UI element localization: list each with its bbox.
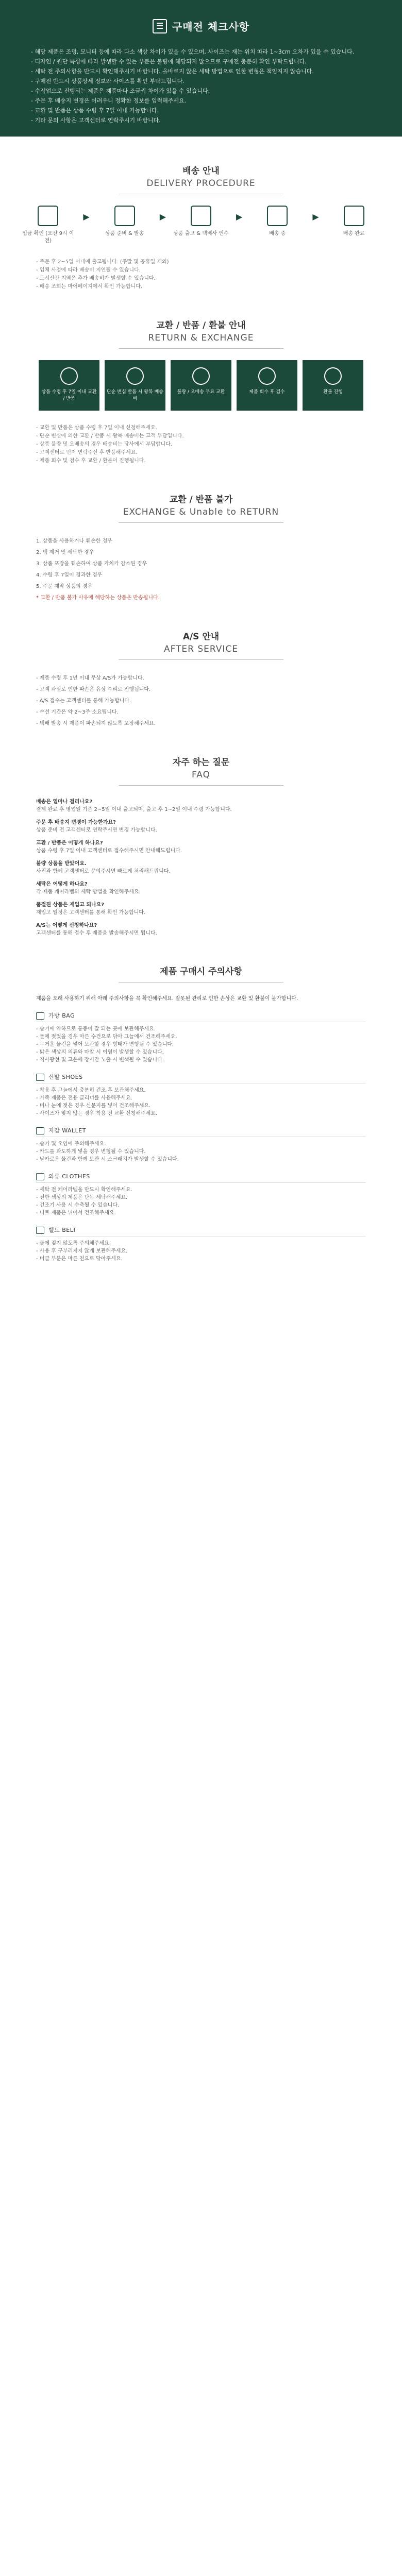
no-return-line: 1. 상품을 사용하거나 훼손한 경우 <box>36 538 112 544</box>
as-title-en: AFTER SERVICE <box>163 644 239 654</box>
returns-title-en: RETURN & EXCHANGE <box>148 333 254 343</box>
return-boxes <box>0 360 402 411</box>
faq-question: 품절된 상품은 재입고 되나요? <box>36 902 105 908</box>
care-line: - 직사광선 및 고온에 장시간 노출 시 변색될 수 있습니다. <box>36 1057 164 1063</box>
as-line: - 수선 기간은 약 2~3주 소요됩니다. <box>36 709 119 715</box>
delivery-icon <box>267 206 288 226</box>
returns-note: - 교환 및 반품은 상품 수령 후 7일 이내 신청해주세요. <box>36 425 157 431</box>
care-title-text: 제품 구매시 주의사항 <box>160 967 242 977</box>
faq-title <box>0 755 402 786</box>
no-return-line: 3. 상품 포장을 훼손하여 상품 가치가 감소된 경우 <box>36 561 147 567</box>
as-title-ko: A/S 안내 <box>182 632 220 642</box>
book-icon <box>153 19 167 33</box>
faq-question: 세탁은 어떻게 하나요? <box>36 882 88 887</box>
divider <box>119 785 283 786</box>
returns-title-ko: 교환 / 반품 / 환불 안내 <box>156 320 246 331</box>
care-block-header <box>36 1127 366 1137</box>
header-note: - 주문 후 배송지 변경은 어려우니 정확한 정보를 입력해주세요. <box>31 97 187 104</box>
returns-title <box>0 318 402 349</box>
delivery-notes <box>36 258 366 291</box>
delivery-title-ko: 배송 안내 <box>182 166 220 176</box>
arrow-right-icon: ▶ <box>159 212 166 222</box>
truck-icon <box>191 206 211 226</box>
care-block-header <box>36 1173 366 1183</box>
care-block-header <box>36 1012 366 1022</box>
no-return-warning: * 교환 / 반품 불가 사유에 해당하는 상품은 반송됩니다. <box>36 595 160 601</box>
returns-note: - 고객센터로 먼저 연락주신 후 반품해주세요. <box>36 450 138 455</box>
belt-icon <box>36 1227 44 1234</box>
as-line: - 택배 발송 시 제품이 파손되지 않도록 포장해주세요. <box>36 721 156 726</box>
care-line: - 사이즈가 맞지 않는 경우 착용 전 교환 신청해주세요. <box>36 1111 158 1116</box>
care-line: - 밝은 색상의 의류와 마찰 시 이염이 발생할 수 있습니다. <box>36 1049 164 1055</box>
care-line: - 사용 후 구부러지지 않게 보관해주세요. <box>36 1248 128 1254</box>
inspect-icon <box>258 367 276 385</box>
care-line: - 가죽 제품은 전용 클리너를 사용해주세요. <box>36 1095 132 1101</box>
care-block-title: 가방 BAG <box>48 1012 75 1019</box>
care-block-belt <box>36 1226 366 1263</box>
return-box: 상품 수령 후 7일 이내 교환 / 반품 <box>39 360 99 411</box>
return-box: 불량 / 오배송 무료 교환 <box>171 360 231 411</box>
faq-question: 교환 / 반품은 어떻게 하나요? <box>36 840 103 846</box>
no-return-line: 2. 택 제거 및 세탁한 경우 <box>36 550 94 555</box>
as-title <box>0 629 402 660</box>
faq-answer: 결제 완료 후 영업일 기준 2~5일 이내 출고되며, 출고 후 1~2일 이내 수령 가능합니다. <box>36 807 232 812</box>
no-return-title-ko: 교환 / 반품 불가 <box>169 495 233 505</box>
delivery-note: - 배송 조회는 마이페이지에서 확인 가능합니다. <box>36 284 143 290</box>
header-note: - 세탁 전 주의사항을 반드시 확인해주시기 바랍니다. 올바르지 않은 세탁 방법으로 인한 변형은 책임지지 않습니다. <box>31 68 314 75</box>
care-line: - 니트 제품은 뉘어서 건조해주세요. <box>36 1210 116 1216</box>
delivery-title <box>0 163 402 194</box>
delivery-step: 상품 준비 & 발송 <box>97 206 153 245</box>
care-block-header <box>36 1226 366 1236</box>
return-box: 제품 회수 후 검수 <box>237 360 297 411</box>
care-section <box>36 995 366 1263</box>
care-line: - 카드를 과도하게 넣을 경우 변형될 수 있습니다. <box>36 1149 146 1155</box>
faq-title-ko: 자주 하는 질문 <box>172 757 230 768</box>
no-return-title-en: EXCHANGE & Unable to RETURN <box>123 507 279 517</box>
no-return-title <box>0 492 402 523</box>
check-header <box>0 0 402 137</box>
arrow-right-icon: ▶ <box>83 212 90 222</box>
delivery-step: 상품 출고 & 택배사 인수 <box>173 206 229 245</box>
exchange-icon <box>192 367 210 385</box>
care-line: - 물에 젖지 않도록 주의해주세요. <box>36 1241 111 1246</box>
care-line: - 물에 젖었을 경우 마른 수건으로 닦아 그늘에서 건조해주세요. <box>36 1034 177 1040</box>
faq-answer: 재입고 일정은 고객센터를 통해 확인 가능합니다. <box>36 910 146 916</box>
care-line: - 세탁 전 케어라벨을 반드시 확인해주세요. <box>36 1187 132 1193</box>
header-titlebar <box>31 19 371 33</box>
delivery-note: - 도서산간 지역은 추가 배송비가 발생할 수 있습니다. <box>36 276 156 281</box>
parcel-icon <box>126 367 144 385</box>
care-block-shoes <box>36 1073 366 1117</box>
care-line: - 진한 색상의 제품은 단독 세탁해주세요. <box>36 1195 128 1200</box>
faq-question: A/S는 어떻게 신청하나요? <box>36 923 97 928</box>
care-block-title: 신발 SHOES <box>48 1074 83 1080</box>
faq-answer: 사진과 함께 고객센터로 문의주시면 빠르게 처리해드립니다. <box>36 869 171 874</box>
care-line: - 버클 부분은 마른 천으로 닦아주세요. <box>36 1256 123 1262</box>
card-icon <box>60 367 78 385</box>
delivery-step: 배송 완료 <box>326 206 382 245</box>
delivery-title-en: DELIVERY PROCEDURE <box>146 178 256 189</box>
care-block-bag <box>36 1012 366 1064</box>
care-line: - 건조기 사용 시 수축될 수 있습니다. <box>36 1202 120 1208</box>
return-box: 환불 진행 <box>303 360 363 411</box>
care-line: - 날카로운 물건과 함께 보관 시 스크래치가 발생할 수 있습니다. <box>36 1157 179 1162</box>
arrow-right-icon: ▶ <box>236 212 243 222</box>
faq-answer: 상품 준비 전 고객센터로 연락주시면 변경 가능합니다. <box>36 827 157 833</box>
care-block-wallet <box>36 1127 366 1163</box>
faq-answer: 상품 수령 후 7일 이내 고객센터로 접수해주시면 안내해드립니다. <box>36 848 182 854</box>
faq-question: 불량 상품을 받았어요. <box>36 861 87 867</box>
returns-notes <box>36 424 366 465</box>
header-note: - 기타 문의 사항은 고객센터로 연락주시기 바랍니다. <box>31 117 161 124</box>
as-line: - 제품 수령 후 1년 이내 무상 A/S가 가능합니다. <box>36 675 144 681</box>
header-note: - 수작업으로 진행되는 제품은 제품마다 조금씩 차이가 있을 수 있습니다. <box>31 88 210 94</box>
header-note: - 해당 제품은 조명, 모니터 등에 따라 다소 색상 차이가 있을 수 있으며, 사이즈는 재는 위치 따라 1~3cm 오차가 있을 수 있습니다. <box>31 48 355 55</box>
faq-list <box>36 798 366 937</box>
faq-question: 주문 후 배송지 변경이 가능한가요? <box>36 820 116 825</box>
header-note: - 교환 및 반품은 상품 수령 후 7일 이내 가능합니다. <box>31 107 159 114</box>
care-block-clothes <box>36 1173 366 1217</box>
arrow-right-icon: ▶ <box>312 212 319 222</box>
shirt-icon <box>36 1173 44 1180</box>
bag-icon <box>36 1012 44 1020</box>
faq-answer: 각 제품 케어라벨의 세탁 방법을 확인해주세요. <box>36 889 141 895</box>
returns-note: - 상품 불량 및 오배송의 경우 배송비는 당사에서 부담합니다. <box>36 442 173 447</box>
as-card <box>36 674 366 728</box>
delivery-step: 입금 확인 (오전 9시 이전) <box>20 206 76 245</box>
no-return-line: 5. 주문 제작 상품의 경우 <box>36 584 93 589</box>
care-block-title: 지갑 WALLET <box>48 1127 86 1134</box>
faq-title-en: FAQ <box>192 770 210 780</box>
care-line: - 습기에 약하므로 통풍이 잘 되는 곳에 보관해주세요. <box>36 1026 156 1032</box>
divider <box>119 348 283 349</box>
care-line: - 무거운 물건을 넣어 보관할 경우 형태가 변형될 수 있습니다. <box>36 1042 174 1047</box>
care-title <box>0 964 402 982</box>
wallet-icon <box>36 1127 44 1134</box>
refund-icon <box>324 367 342 385</box>
box-icon <box>114 206 135 226</box>
header-notes <box>31 47 371 125</box>
delivery-note: - 주문 후 2~5일 이내에 출고됩니다. (주말 및 공휴일 제외) <box>36 259 169 265</box>
delivery-note: - 업체 사정에 따라 배송이 지연될 수 있습니다. <box>36 267 141 273</box>
divider <box>119 659 283 660</box>
faq-answer: 고객센터를 통해 접수 후 제품을 발송해주시면 됩니다. <box>36 930 157 936</box>
as-line: - A/S 접수는 고객센터를 통해 가능합니다. <box>36 698 131 704</box>
returns-note: - 제품 회수 및 검수 후 교환 / 환불이 진행됩니다. <box>36 458 146 464</box>
header-note: - 디자인 / 원단 특성에 따라 발생할 수 있는 부분은 불량에 해당되지 않으므로 구매전 충분히 확인 부탁드립니다. <box>31 58 307 65</box>
no-return-line: 4. 수령 후 7일이 경과한 경우 <box>36 572 103 578</box>
care-line: - 습기 및 오염에 주의해주세요. <box>36 1141 106 1147</box>
care-block-header <box>36 1073 366 1083</box>
header-note: - 구매전 반드시 상품상세 정보와 사이즈를 확인 부탁드립니다. <box>31 78 185 84</box>
returns-note: - 단순 변심에 의한 교환 / 반품 시 왕복 배송비는 고객 부담입니다. <box>36 433 184 439</box>
care-line: - 착용 후 그늘에서 충분히 건조 후 보관해주세요. <box>36 1088 146 1093</box>
care-intro: 제품을 오래 사용하기 위해 아래 주의사항을 꼭 확인해주세요. 잘못된 관리로 인한 손상은 교환 및 환불이 불가합니다. <box>36 996 298 1002</box>
divider <box>119 522 283 523</box>
care-block-title: 의류 CLOTHES <box>48 1173 90 1180</box>
as-line: - 고객 과실로 인한 파손은 유상 수리로 진행됩니다. <box>36 687 151 692</box>
header-title: 구매전 체크사항 <box>172 21 250 33</box>
delivery-step: 배송 중 <box>249 206 305 245</box>
return-box: 단순 변심 반품 시 왕복 배송비 <box>105 360 165 411</box>
care-line: - 비나 눈에 젖은 경우 신문지를 넣어 건조해주세요. <box>36 1103 151 1109</box>
payment-icon <box>38 206 58 226</box>
delivery-steps <box>0 206 402 245</box>
shoe-icon <box>36 1074 44 1081</box>
faq-question: 배송은 얼마나 걸리나요? <box>36 799 93 805</box>
care-block-title: 벨트 BELT <box>48 1227 77 1233</box>
no-return-card <box>36 537 366 602</box>
home-icon <box>344 206 364 226</box>
